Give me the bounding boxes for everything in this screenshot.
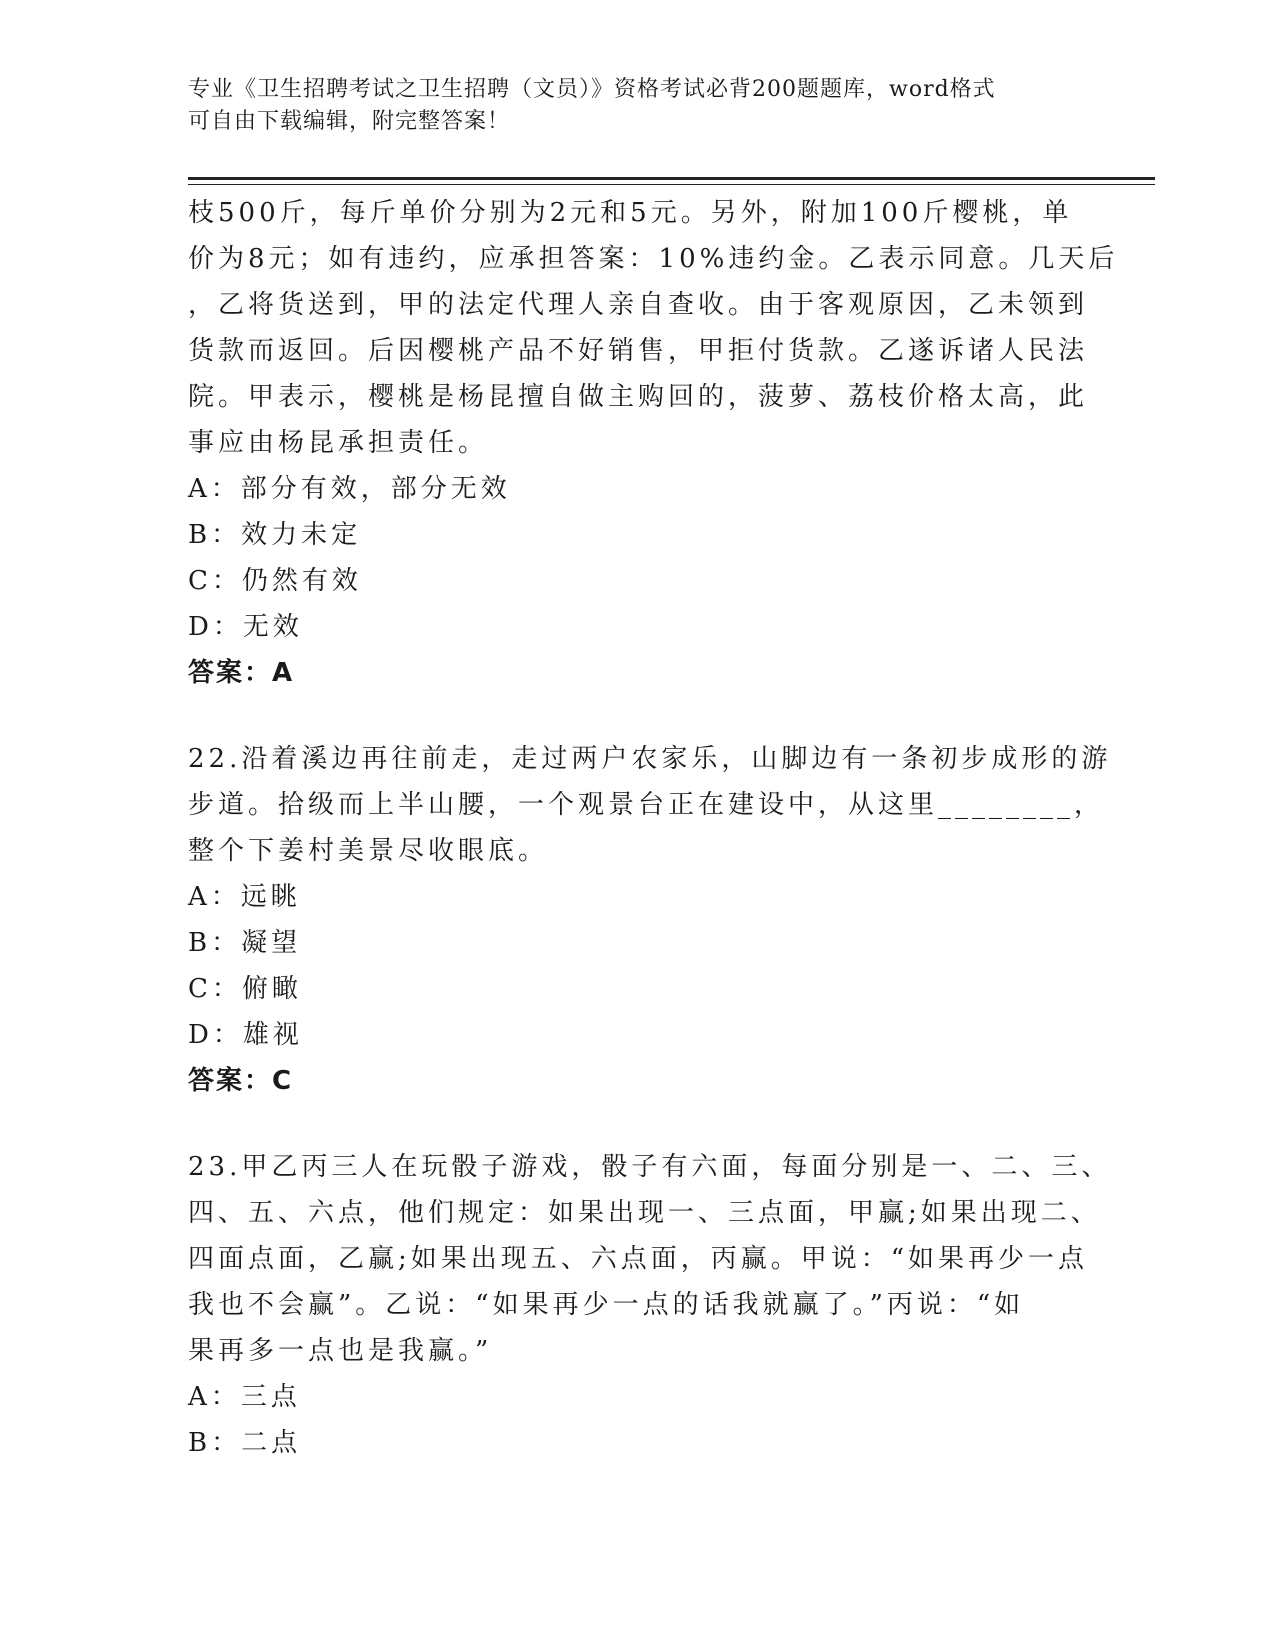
option-b: B：效力未定	[188, 520, 362, 550]
question-text-line: 23.甲乙丙三人在玩骰子游戏，骰子有六面，每面分别是一、二、三、	[188, 1152, 1112, 1182]
answer-label: 答案：C	[188, 1066, 294, 1096]
question-text-line: 四面点面，乙赢;如果出现五、六点面，丙赢。甲说：“如果再少一点	[188, 1244, 1089, 1274]
option-a: A：远眺	[188, 882, 301, 912]
option-a: A：三点	[188, 1382, 301, 1412]
question-text-line: 整个下姜村美景尽收眼底。	[188, 836, 549, 866]
header-divider-thick	[188, 177, 1155, 180]
question-text-line: 22.沿着溪边再往前走，走过两户农家乐，山脚边有一条初步成形的游	[188, 744, 1112, 774]
option-c: C：仍然有效	[188, 566, 362, 596]
question-23	[188, 1144, 1112, 1466]
question-text-line: 货款而返回。后因樱桃产品不好销售，甲拒付货款。乙遂诉诸人民法	[188, 336, 1089, 366]
document-body	[188, 190, 1119, 1466]
header-title-line-2: 可自由下载编辑，附完整答案！	[188, 109, 511, 134]
question-text-line: 果再多一点也是我赢。”	[188, 1336, 493, 1366]
option-a: A：部分有效，部分无效	[188, 474, 511, 504]
option-c: C：俯瞰	[188, 974, 302, 1004]
question-text-line: 院。甲表示，樱桃是杨昆擅自做主购回的，菠萝、荔枝价格太高，此	[188, 382, 1089, 412]
option-d: D：无效	[188, 612, 303, 642]
document-header	[188, 74, 1088, 138]
question-text-line: 四、五、六点，他们规定：如果出现一、三点面，甲赢;如果出现二、	[188, 1198, 1101, 1228]
header-divider-thin	[188, 184, 1155, 185]
question-text-line: 事应由杨昆承担责任。	[188, 428, 489, 458]
answer-label: 答案：A	[188, 658, 295, 688]
header-title-line-1: 专业《卫生招聘考试之卫生招聘（文员）》资格考试必背200题题库，word格式	[188, 77, 996, 102]
question-spacer	[188, 1104, 1088, 1144]
question-21	[188, 190, 1119, 696]
option-d: D：雄视	[188, 1020, 303, 1050]
question-text-line: 我也不会赢”。乙说：“如果再少一点的话我就赢了。”丙说：“如	[188, 1290, 1025, 1320]
question-text-line: 步道。拾级而上半山腰，一个观景台正在建设中，从这里________，	[188, 790, 1105, 820]
question-spacer	[188, 696, 1088, 736]
question-text-line: 枝500斤，每斤单价分别为2元和5元。另外，附加100斤樱桃，单	[188, 198, 1073, 228]
question-22	[188, 736, 1112, 1104]
option-b: B：凝望	[188, 928, 302, 958]
question-text-line: ，乙将货送到，甲的法定代理人亲自查收。由于客观原因，乙未领到	[188, 290, 1089, 320]
question-text-line: 价为8元；如有违约，应承担答案：10%违约金。乙表示同意。几天后	[188, 244, 1119, 274]
option-b: B：二点	[188, 1428, 302, 1458]
